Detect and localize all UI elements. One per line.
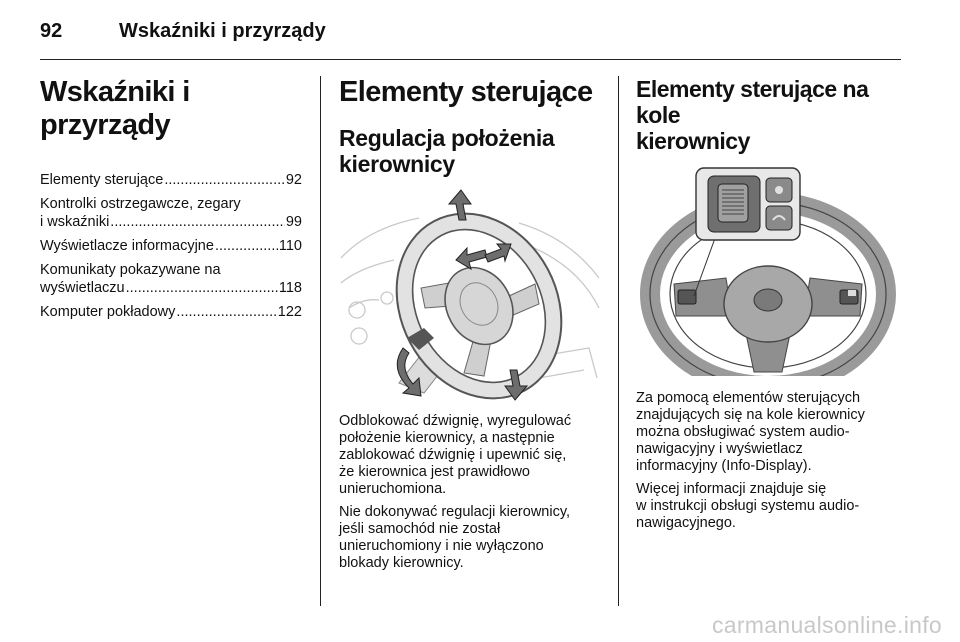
text-line: Odblokować dźwignię, wyregulować <box>339 413 572 429</box>
section-column <box>339 76 601 578</box>
header-rule <box>40 59 901 60</box>
chapter-column <box>40 76 302 327</box>
text-line: informacyjny (Info-Display). <box>636 458 812 474</box>
section-title: Elementy sterujące <box>339 76 593 108</box>
text-line: blokady kierownicy. <box>339 555 464 571</box>
page-number: 92 <box>40 20 63 42</box>
chapter-toc <box>40 171 302 321</box>
text-line: nawigacyjnego. <box>636 515 736 531</box>
toc-entry-komunikaty[interactable] <box>40 261 302 297</box>
subsection-title <box>339 125 601 177</box>
text-line: Za pomocą elementów sterujących <box>636 390 861 406</box>
steering-adjustment-illustration <box>339 188 601 403</box>
running-header: Wskaźniki i przyrządy <box>119 20 326 42</box>
controls-more-info <box>636 481 902 532</box>
toc-entry-label: Kontrolki ostrzegawcze, zegary <box>40 196 241 212</box>
steering-controls-illustration <box>636 166 900 376</box>
controls-title-line1: Elementy sterujące na kole <box>636 76 869 128</box>
controls-column <box>636 76 902 538</box>
text-line: Więcej informacji znajduje się <box>636 481 827 497</box>
text-line: w instrukcji obsługi systemu audio- <box>636 498 860 514</box>
column-divider-1 <box>320 76 321 606</box>
controls-section-title <box>636 76 902 154</box>
toc-entry-komputer[interactable] <box>40 303 302 321</box>
toc-leader <box>176 303 276 321</box>
text-line: jeśli samochód nie został <box>339 521 501 537</box>
toc-entry-label-cont: wyświetlaczu <box>40 280 125 296</box>
toc-entry-page: 122 <box>277 304 302 320</box>
text-line: znajdujących się na kole kierownicy <box>636 407 865 423</box>
toc-entry-label: Wyświetlacze informacyjne <box>40 238 214 254</box>
controls-title-line2: kierownicy <box>636 128 750 154</box>
chapter-title: Wskaźniki i przyrządy <box>40 76 190 141</box>
toc-entry-label: Komputer pokładowy <box>40 304 176 320</box>
toc-entry-page: 110 <box>278 238 302 254</box>
toc-entry-page: 118 <box>278 280 302 296</box>
toc-entry-page: 99 <box>285 214 302 230</box>
subsection-title-line2: kierownicy <box>339 151 455 177</box>
text-line: że kierownica jest prawidłowo <box>339 464 530 480</box>
text-line: można obsługiwać system audio- <box>636 424 850 440</box>
watermark: carmanualsonline.info <box>711 612 942 638</box>
toc-leader <box>110 213 285 231</box>
toc-leader <box>126 279 278 297</box>
adjustment-instructions <box>339 413 601 498</box>
toc-leader <box>164 171 285 189</box>
toc-entry-label: Elementy sterujące <box>40 172 164 188</box>
toc-entry-label: Komunikaty pokazywane na <box>40 262 221 278</box>
text-line: nawigacyjny i wyświetlacz <box>636 441 803 457</box>
toc-entry-elementy[interactable] <box>40 171 302 189</box>
toc-entry-label-cont: i wskaźniki <box>40 214 110 230</box>
toc-entry-wyswietlacze[interactable] <box>40 237 302 255</box>
text-line: unieruchomiona. <box>339 481 447 497</box>
text-line: unieruchomiony i nie wyłączono <box>339 538 544 554</box>
toc-entry-kontrolki[interactable] <box>40 195 302 231</box>
toc-entry-page: 92 <box>285 172 302 188</box>
text-line: Nie dokonywać regulacji kierownicy, <box>339 504 571 520</box>
controls-description <box>636 390 902 475</box>
column-divider-2 <box>618 76 619 606</box>
adjustment-warning <box>339 504 601 572</box>
subsection-title-line1: Regulacja położenia <box>339 125 555 151</box>
text-line: położenie kierownicy, a następnie <box>339 430 555 446</box>
text-line: zablokować dźwignię i upewnić się, <box>339 447 567 463</box>
toc-leader <box>215 237 278 255</box>
